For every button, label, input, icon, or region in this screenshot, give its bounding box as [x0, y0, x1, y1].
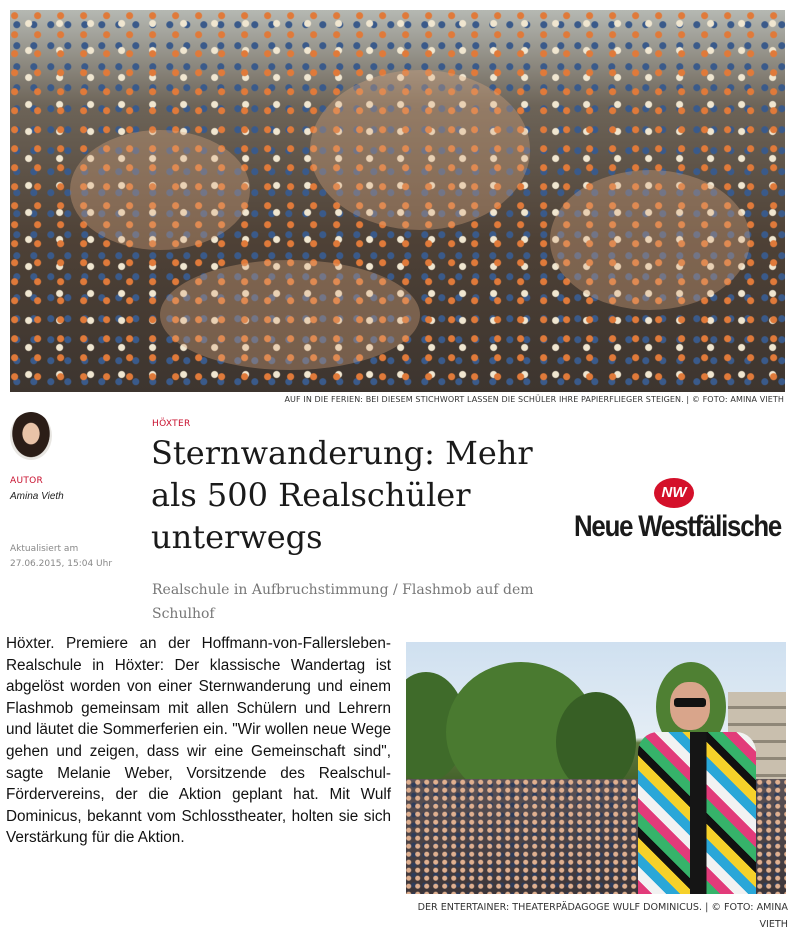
logo-wordmark: Neue Westfälische: [574, 510, 782, 543]
updated-date: 27.06.2015, 15:04 Uhr: [10, 559, 113, 569]
updated-info: [10, 542, 112, 572]
author-label: AUTOR: [10, 476, 44, 486]
newspaper-logo[interactable]: [572, 478, 782, 548]
article-body: Höxter. Premiere an der Hoffmann-von-Fallersleben-Realschule in Höxter: Der klassische Wandertag ist abgelöst worden von einer Sternwanderung und einem Flashmob gemeinsam mit allen Schülern und Lehrern und läutet die Sommerferien ein. "Wir wollen neue Wege gehen und zeigen, dass wir eine Gemeinschaft sind", sagte Melanie Weber, Vorsitzende des Realschul-Fördervereins, der die Aktion geplant hat. Mit Wulf Dominicus, bekannt vom Schlosstheater, holten sie sich Verstärkung für die Aktion.: [6, 635, 391, 847]
article-headline: Sternwanderung: Mehr als 500 Realschüler unterwegs: [151, 434, 533, 556]
article-photo-caption: DER ENTERTAINER: THEATERPÄDAGOGE WULF DOMINICUS. | © FOTO: AMINA VIETH: [417, 902, 788, 930]
author-name[interactable]: Amina Vieth: [10, 491, 64, 502]
nw-badge-icon: NW: [654, 478, 694, 508]
hero-photo: [10, 10, 785, 392]
author-avatar[interactable]: [10, 412, 52, 460]
article-photo: [406, 642, 786, 894]
article-kicker[interactable]: HÖXTER: [152, 419, 191, 429]
updated-label: Aktualisiert am: [10, 544, 79, 554]
article-subtitle: Realschule in Aufbruchstimmung / Flashmob auf dem Schulhof: [152, 582, 534, 622]
hero-photo-caption: AUF IN DIE FERIEN: BEI DIESEM STICHWORT LASSEN DIE SCHÜLER IHRE PAPIERFLIEGER STEIGEN. | © FOTO: AMINA VIETH: [284, 395, 784, 404]
